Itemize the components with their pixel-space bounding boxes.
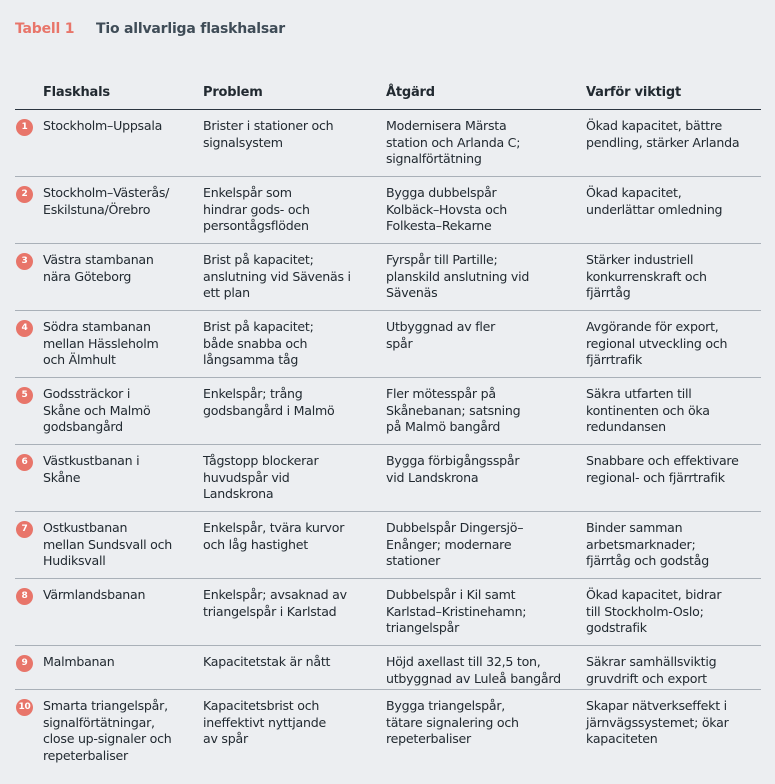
row-number-cell [15, 118, 43, 176]
table-row [15, 445, 761, 512]
header-number-spacer [15, 84, 43, 109]
flaskhals-cell: Smarta triangelspår, signalförtätningar, close up-signaler och repeterbaliser [43, 698, 172, 763]
row-number-badge: 10 [16, 699, 33, 716]
row-number-cell [15, 654, 43, 689]
flaskhals-cell: Malmbanan [43, 654, 115, 669]
problem-cell: Enkelspår, tvära kurvor och låg hastighet [203, 520, 345, 552]
flaskhals-cell: Stockholm–Västerås/ Eskilstuna/Örebro [43, 185, 170, 217]
table-row [15, 177, 761, 244]
varfor-viktigt-cell: Binder samman arbetsmarknader; fjärrtåg och godståg [586, 520, 709, 568]
varfor-viktigt-cell: Stärker industriell konkurrenskraft och fjärrtåg [586, 252, 707, 300]
problem-cell: Enkelspår som hindrar gods- och persontågsflöden [203, 185, 310, 233]
varfor-viktigt-cell: Ökad kapacitet, underlättar omledning [586, 185, 723, 217]
problem-cell: Tågstopp blockerar huvudspår vid Landskrona [203, 453, 319, 501]
problem-cell: Brister i stationer och signalsystem [203, 118, 334, 150]
row-number-badge: 1 [16, 119, 33, 136]
row-number-badge: 3 [16, 253, 33, 270]
table-row [15, 690, 761, 763]
varfor-viktigt-cell: Avgörande för export, regional utveckling och fjärrtrafik [586, 319, 728, 367]
atgard-cell: Fyrspår till Partille; planskild anslutning vid Sävenäs [386, 252, 530, 300]
atgard-cell: Bygga förbigångsspår vid Landskrona [386, 453, 520, 485]
row-number-cell [15, 319, 43, 377]
atgard-cell: Höjd axellast till 32,5 ton, utbyggnad av Luleå bangård [386, 654, 561, 686]
problem-cell: Enkelspår; trång godsbangård i Malmö [203, 386, 335, 418]
table-row [15, 512, 761, 579]
flaskhals-cell: Stockholm–Uppsala [43, 118, 163, 133]
header-flaskhals: Flaskhals [43, 85, 110, 100]
row-number-badge: 8 [16, 588, 33, 605]
row-number-badge: 4 [16, 320, 33, 337]
problem-cell: Enkelspår; avsaknad av triangelspår i Karlstad [203, 587, 347, 619]
table-body [15, 110, 761, 763]
bottleneck-table [15, 84, 761, 763]
table-caption [15, 19, 285, 39]
row-number-badge: 7 [16, 521, 33, 538]
varfor-viktigt-cell: Säkrar samhällsviktig gruvdrift och export [586, 654, 717, 686]
row-number-badge: 9 [16, 655, 33, 672]
atgard-cell: Fler mötesspår på Skånebanan; satsning på Malmö bangård [386, 386, 521, 434]
table-title: Tio allvarliga flaskhalsar [96, 21, 285, 37]
flaskhals-cell: Södra stambanan mellan Hässleholm och Älmhult [43, 319, 159, 367]
row-number-cell [15, 252, 43, 310]
table-number: Tabell 1 [15, 21, 75, 37]
table-row [15, 646, 761, 690]
atgard-cell: Dubbelspår Dingersjö– Enånger; modernare stationer [386, 520, 524, 568]
row-number-badge: 6 [16, 454, 33, 471]
row-number-cell [15, 698, 43, 763]
row-number-badge: 5 [16, 387, 33, 404]
row-number-cell [15, 453, 43, 511]
row-number-cell [15, 185, 43, 243]
atgard-cell: Dubbelspår i Kil samt Karlstad–Kristinehamn; triangelspår [386, 587, 527, 635]
problem-cell: Kapacitetsbrist och ineffektivt nyttjande av spår [203, 698, 326, 746]
row-number-cell [15, 587, 43, 645]
varfor-viktigt-cell: Ökad kapacitet, bättre pendling, stärker Arlanda [586, 118, 740, 150]
atgard-cell: Utbyggnad av fler spår [386, 319, 496, 351]
table-row [15, 311, 761, 378]
flaskhals-cell: Godssträckor i Skåne och Malmö godsbangård [43, 386, 151, 434]
varfor-viktigt-cell: Snabbare och effektivare regional- och fjärrtrafik [586, 453, 739, 485]
table-row [15, 579, 761, 646]
flaskhals-cell: Värmlandsbanan [43, 587, 146, 602]
header-varfor-viktigt: Varför viktigt [586, 85, 682, 100]
atgard-cell: Modernisera Märsta station och Arlanda C; signalförtätning [386, 118, 521, 166]
header-problem: Problem [203, 85, 263, 100]
header-atgard: Åtgärd [386, 85, 435, 100]
table-row [15, 378, 761, 445]
table-row [15, 110, 761, 177]
flaskhals-cell: Ostkustbanan mellan Sundsvall och Hudiksvall [43, 520, 173, 568]
problem-cell: Brist på kapacitet; både snabba och långsamma tåg [203, 319, 314, 367]
row-number-cell [15, 386, 43, 444]
row-number-cell [15, 520, 43, 578]
flaskhals-cell: Västra stambanan nära Göteborg [43, 252, 154, 284]
flaskhals-cell: Västkustbanan i Skåne [43, 453, 140, 485]
varfor-viktigt-cell: Skapar nätverkseffekt i järnvägssystemet; ökar kapaciteten [586, 698, 729, 746]
table-row [15, 244, 761, 311]
varfor-viktigt-cell: Säkra utfarten till kontinenten och öka redundansen [586, 386, 710, 434]
problem-cell: Kapacitetstak är nått [203, 654, 331, 669]
atgard-cell: Bygga triangelspår, tätare signalering och repeterbaliser [386, 698, 519, 746]
atgard-cell: Bygga dubbelspår Kolbäck–Hovsta och Folkesta–Rekarne [386, 185, 508, 233]
row-number-badge: 2 [16, 186, 33, 203]
problem-cell: Brist på kapacitet; anslutning vid Sävenäs i ett plan [203, 252, 351, 300]
varfor-viktigt-cell: Ökad kapacitet, bidrar till Stockholm-Oslo; godstrafik [586, 587, 722, 635]
table-header [15, 84, 761, 110]
